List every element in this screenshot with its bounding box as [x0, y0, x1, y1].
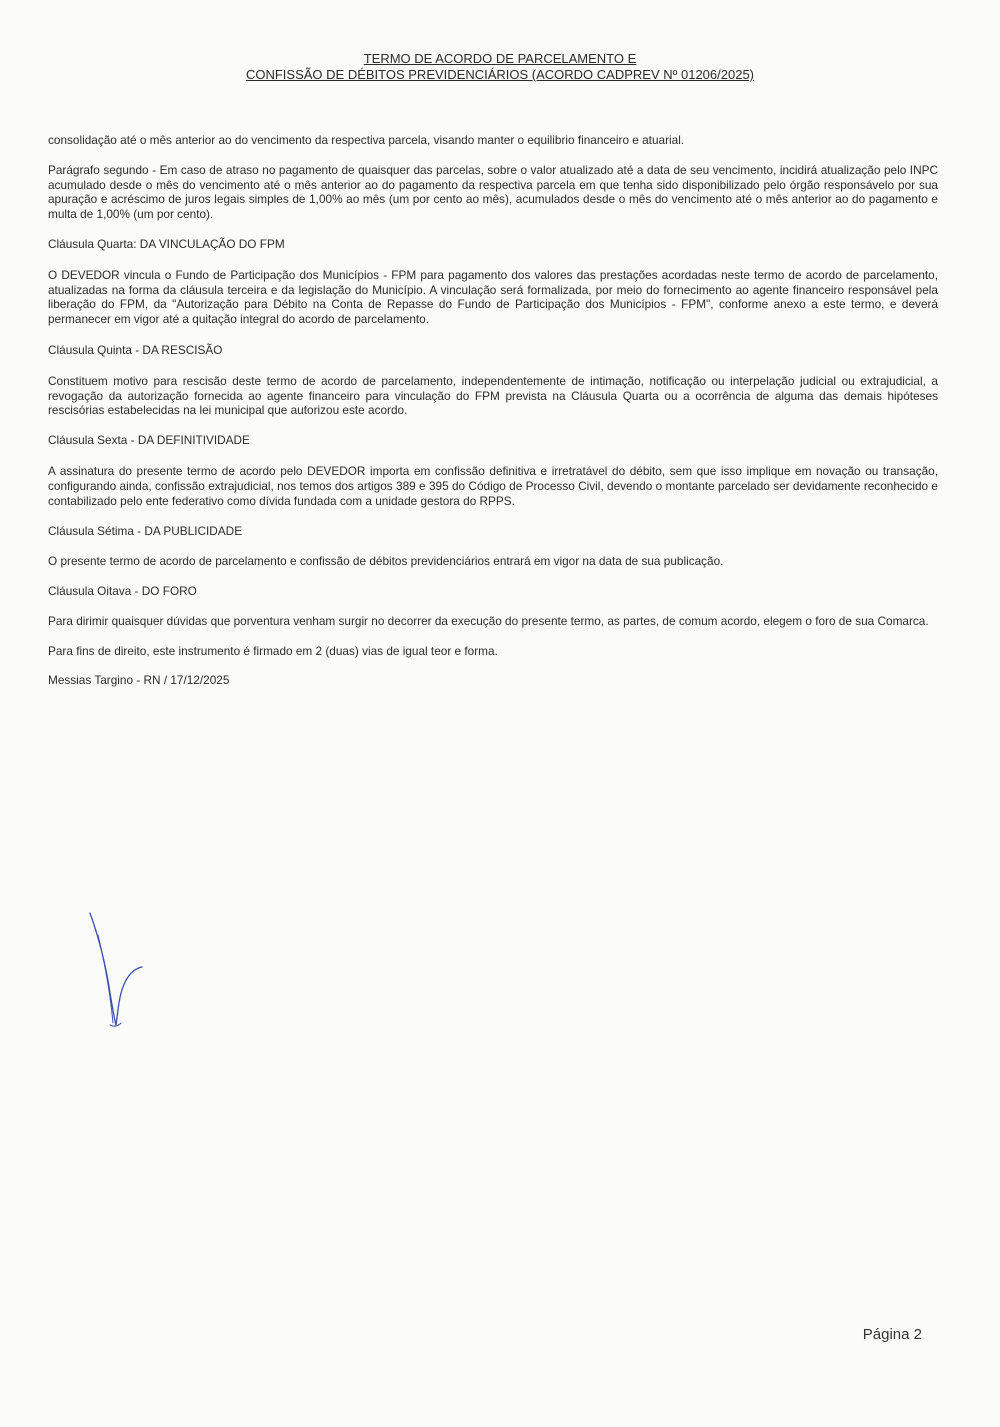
- clause-8-title: Cláusula Oitava - DO FORO: [48, 583, 197, 598]
- document-body: [48, 133, 938, 688]
- title-line-1: TERMO DE ACORDO DE PARCELAMENTO E: [363, 51, 637, 66]
- clause-6-text: A assinatura do presente termo de acordo pelo DEVEDOR importa em confissão definitiva e irretratável do débito, sem que isso implique em novação ou transação, configurando ainda, confissão extrajudicial, nos temos dos artigos 389 e 395 do Código de Processo Civil, devendo o montante parcelado ser devidamente reconhecido e contabilizado pelo ente federativo como dívida fundada com a unidade gestora do RPPS.: [48, 463, 938, 508]
- title-line-2: CONFISSÃO DE DÉBITOS PREVIDENCIÁRIOS (ACORDO CADPREV Nº 01206/2025): [245, 67, 755, 82]
- place-and-date: Messias Targino - RN / 17/12/2025: [48, 673, 230, 688]
- clause-8-text: Para dirimir quaisquer dúvidas que porventura venham surgir no decorrer da execução do presente termo, as partes, de comum acordo, elegem o foro de sua Comarca.: [48, 613, 929, 628]
- document-header: [0, 51, 1000, 83]
- clause-5-title: Cláusula Quinta - DA RESCISÃO: [48, 342, 223, 357]
- clause-5-text: Constituem motivo para rescisão deste termo de acordo de parcelamento, independentemente de intimação, notificação ou interpelação judicial ou extrajudicial, a revogação da autorização fornecida ao agente financeiro para vinculação do FPM prevista na Cláusula Quarta ou a ocorrência de alguma das demais hipóteses rescisórias estabelecidas na lei municipal que autorizou este acordo.: [48, 373, 938, 418]
- paragraph-consolidacao: consolidação até o mês anterior ao do vencimento da respectiva parcela, visando manter o equilibrio financeiro e atuarial.: [48, 133, 685, 147]
- clause-6-title: Cláusula Sexta - DA DEFINITIVIDADE: [48, 433, 250, 448]
- clause-7-title: Cláusula Sétima - DA PUBLICIDADE: [48, 524, 243, 539]
- clause-4-text: O DEVEDOR vincula o Fundo de Participação dos Municípios - FPM para pagamento dos valores das prestações acordadas neste termo de acordo de parcelamento, atualizadas na forma da cláusula terceira e da legislação do Município. A vinculação será formalizada, por meio do fornecimento ao agente financeiro responsável pela liberação do FPM, da "Autorização para Débito na Conta de Repasse do Fundo de Participação dos Municípios - FPM", conforme anexo a este termo, e deverá permanecer em vigor até a quitação integral do acordo de parcelamento.: [48, 267, 938, 327]
- closing-statement: Para fins de direito, este instrumento é firmado em 2 (duas) vias de igual teor e forma.: [48, 643, 498, 658]
- clause-7-text: O presente termo de acordo de parcelamento e confissão de débitos previdenciários entrará em vigor na data de sua publicação.: [48, 554, 724, 569]
- clause-4-title: Cláusula Quarta: DA VINCULAÇÃO DO FPM: [48, 236, 285, 251]
- page-number: Página 2: [862, 1326, 922, 1343]
- handwritten-signature: [80, 905, 160, 1035]
- paragraph-segundo: Parágrafo segundo - Em caso de atraso no pagamento de quaisquer das parcelas, sobre o valor atualizado até a data de seu vencimento, incidirá atualização pelo INPC acumulado desde o mês do vencimento até o mês anterior ao do pagamento da respectiva parcela em que tenha sido disponibilizado pelo órgão responsávelo por sua apuração e acréscimo de juros legais simples de 1,00% ao mês (um por cento ao mês), acumulados desde o mês do vencimento até o mês anterior ao do pagamento e multa de 1,00% (um por cento).: [48, 162, 938, 222]
